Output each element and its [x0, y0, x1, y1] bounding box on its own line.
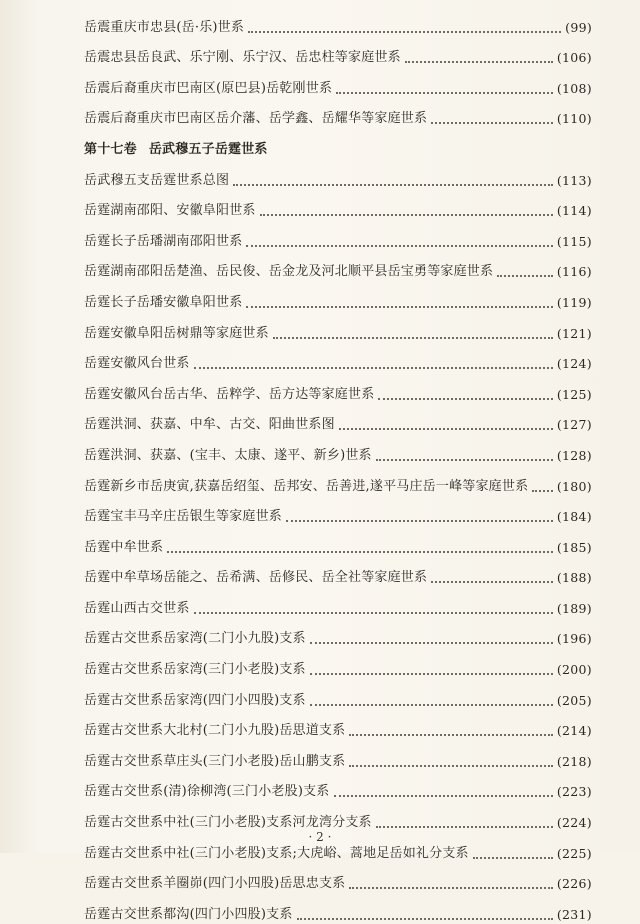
dot-leader	[431, 122, 553, 124]
toc-entry-page-number: (231)	[556, 906, 592, 922]
dot-leader	[310, 704, 553, 706]
toc-entry-page-number: (113)	[556, 172, 592, 188]
toc-entry	[84, 373, 592, 404]
toc-entry	[84, 710, 592, 741]
dot-leader	[297, 918, 553, 920]
toc-entry-page-number: (114)	[556, 203, 592, 219]
toc-entry-page-number: (124)	[556, 356, 592, 372]
toc-entry-title: 岳霆洪洞、获嘉、中牟、古交、阳曲世系图	[84, 417, 335, 433]
toc-entry-page-number: (184)	[556, 509, 592, 525]
toc-entry-page-number: (108)	[556, 80, 592, 96]
toc-entry	[84, 771, 592, 802]
dot-leader	[233, 184, 553, 186]
toc-entry-page-number: (185)	[556, 539, 592, 555]
toc-entry	[84, 740, 592, 771]
toc-entry-page-number: (125)	[556, 386, 592, 402]
toc-entry-title: 岳震重庆市忠县(岳·乐)世系	[84, 19, 245, 35]
toc-entry-title: 岳霆古交世系岳家湾(二门小九股)支系	[84, 631, 306, 647]
dot-leader	[310, 673, 553, 675]
dot-leader	[167, 551, 553, 553]
toc-entry-page-number: (223)	[556, 784, 592, 800]
dot-leader	[246, 245, 552, 247]
dot-leader	[431, 581, 553, 583]
toc-entry	[84, 526, 592, 557]
toc-entry	[84, 281, 592, 312]
dot-leader	[405, 61, 553, 63]
toc-entry	[84, 801, 592, 832]
toc-entry-title: 岳霆古交世系羊圈峁(四门小四股)岳思忠支系	[84, 876, 346, 892]
toc-entry	[84, 37, 592, 68]
toc-entry-page-number: (106)	[556, 50, 592, 66]
toc-entry-page-number: (205)	[556, 692, 592, 708]
dot-leader	[194, 367, 553, 369]
toc-entry	[84, 6, 592, 37]
page-footer-number: · 2 ·	[308, 830, 332, 844]
toc-entry-page-number: (196)	[556, 631, 592, 647]
chapter-title: 岳武穆五子岳霆世系	[148, 141, 268, 157]
toc-entry-page-number: (127)	[556, 417, 592, 433]
toc-entry-title: 岳震后裔重庆市巴南区(原巴县)岳乾刚世系	[84, 80, 333, 96]
toc-entry	[84, 159, 592, 190]
toc-entry-page-number: (226)	[556, 876, 592, 892]
toc-entry	[84, 557, 592, 588]
dot-leader	[336, 92, 553, 94]
toc-entry-title: 岳震后裔重庆市巴南区岳介藩、岳学鑫、岳耀华等家庭世系	[84, 111, 428, 127]
toc-entry	[84, 587, 592, 618]
dot-leader	[376, 826, 553, 828]
table-of-contents	[84, 6, 592, 924]
toc-entry	[84, 648, 592, 679]
toc-entry-title: 岳霆山西古交世系	[84, 600, 190, 616]
toc-entry-title: 岳霆古交世系(清)徐柳湾(三门小老股)支系	[84, 784, 330, 800]
toc-entry	[84, 618, 592, 649]
toc-entry-page-number: (188)	[556, 570, 592, 586]
dot-leader	[260, 214, 553, 216]
toc-entry-page-number: (225)	[556, 845, 592, 861]
toc-entry	[84, 679, 592, 710]
dot-leader	[339, 428, 553, 430]
toc-entry-page-number: (115)	[556, 233, 592, 249]
dot-leader	[349, 734, 553, 736]
toc-entry-title: 岳霆长子岳璠安徽阜阳世系	[84, 294, 243, 310]
toc-entry-title: 岳霆安徽风台岳古华、岳粹学、岳方达等家庭世系	[84, 386, 375, 402]
dot-leader	[286, 520, 553, 522]
toc-entry-title: 岳霆新乡市岳庚寅,获嘉岳绍玺、岳邦安、岳善进,遂平马庄岳一峰等家庭世系	[84, 478, 529, 494]
dot-leader	[497, 275, 553, 277]
toc-entry	[84, 312, 592, 343]
dot-leader	[310, 642, 553, 644]
toc-entry	[84, 220, 592, 251]
toc-entry	[84, 190, 592, 221]
chapter-title-group	[84, 141, 268, 159]
toc-entry-title: 岳霆中牟草场岳能之、岳希满、岳修民、岳全社等家庭世系	[84, 570, 428, 586]
toc-entry	[84, 343, 592, 374]
toc-entry-title: 岳武穆五支岳霆世系总图	[84, 172, 230, 188]
dot-leader	[378, 398, 552, 400]
chapter-number: 第十七卷	[84, 141, 137, 157]
toc-entry-page-number: (128)	[556, 447, 592, 463]
toc-entry	[84, 404, 592, 435]
toc-entry-page-number: (200)	[556, 662, 592, 678]
toc-entry-page-number: (180)	[556, 478, 592, 494]
toc-entry-title: 岳霆湖南邵阳、安徽阜阳世系	[84, 203, 256, 219]
toc-entry-page-number: (224)	[556, 815, 592, 831]
toc-entry-title: 岳霆宝丰马辛庄岳银生等家庭世系	[84, 509, 283, 525]
toc-entry-page-number: (218)	[556, 753, 592, 769]
toc-entry-title: 岳霆安徽风台世系	[84, 356, 190, 372]
toc-entry-title: 岳霆洪洞、获嘉、(宝丰、太康、遂平、新乡)世系	[84, 447, 372, 463]
toc-entry	[84, 251, 592, 282]
toc-entry-page-number: (119)	[556, 294, 592, 310]
toc-entry-title: 岳霆古交世系岳家湾(三门小老股)支系	[84, 662, 306, 678]
toc-entry-page-number: (189)	[556, 600, 592, 616]
toc-entry	[84, 893, 592, 924]
toc-entry	[84, 98, 592, 129]
toc-entry-page-number: (116)	[556, 264, 592, 280]
dot-leader	[473, 857, 553, 859]
toc-entry-title: 岳霆中牟世系	[84, 539, 164, 555]
toc-entry-title: 岳霆古交世系草庄头(三门小老股)岳山鹏支系	[84, 753, 346, 769]
toc-entry-page-number: (110)	[556, 111, 592, 127]
toc-entry-title: 岳霆古交世系都沟(四门小四股)支系	[84, 906, 293, 922]
toc-entry-title: 岳霆安徽阜阳岳树鼎等家庭世系	[84, 325, 269, 341]
toc-entry	[84, 496, 592, 527]
dot-leader	[334, 795, 553, 797]
toc-entry-page-number: (214)	[556, 723, 592, 739]
toc-entry-page-number: (99)	[565, 19, 592, 35]
dot-leader	[376, 459, 553, 461]
toc-entry-title: 岳霆古交世系中社(三门小老股)支系;大虎峪、蒿地足岳如礼分支系	[84, 845, 469, 861]
toc-chapter-heading	[84, 128, 592, 159]
toc-entry-title: 岳霆湖南邵阳岳楚渔、岳民俊、岳金龙及河北顺平县岳宝勇等家庭世系	[84, 264, 494, 280]
toc-entry-title: 岳霆古交世系大北村(二门小九股)岳思道支系	[84, 723, 346, 739]
toc-entry	[84, 465, 592, 496]
toc-entry-title: 岳霆长子岳璠湖南邵阳世系	[84, 233, 243, 249]
dot-leader	[194, 612, 553, 614]
toc-entry	[84, 434, 592, 465]
dot-leader	[532, 490, 553, 492]
toc-entry	[84, 67, 592, 98]
toc-entry	[84, 863, 592, 894]
dot-leader	[246, 306, 552, 308]
dot-leader	[248, 31, 561, 33]
dot-leader	[273, 337, 553, 339]
toc-entry-page-number: (121)	[556, 325, 592, 341]
toc-entry-title: 岳霆古交世系岳家湾(四门小四股)支系	[84, 692, 306, 708]
toc-entry-title: 岳霆古交世系中社(三门小老股)支系河龙湾分支系	[84, 815, 372, 831]
toc-entry-title: 岳震忠县岳良武、乐宁刚、乐宁汉、岳忠柱等家庭世系	[84, 50, 401, 66]
dot-leader	[349, 765, 553, 767]
dot-leader	[349, 887, 553, 889]
